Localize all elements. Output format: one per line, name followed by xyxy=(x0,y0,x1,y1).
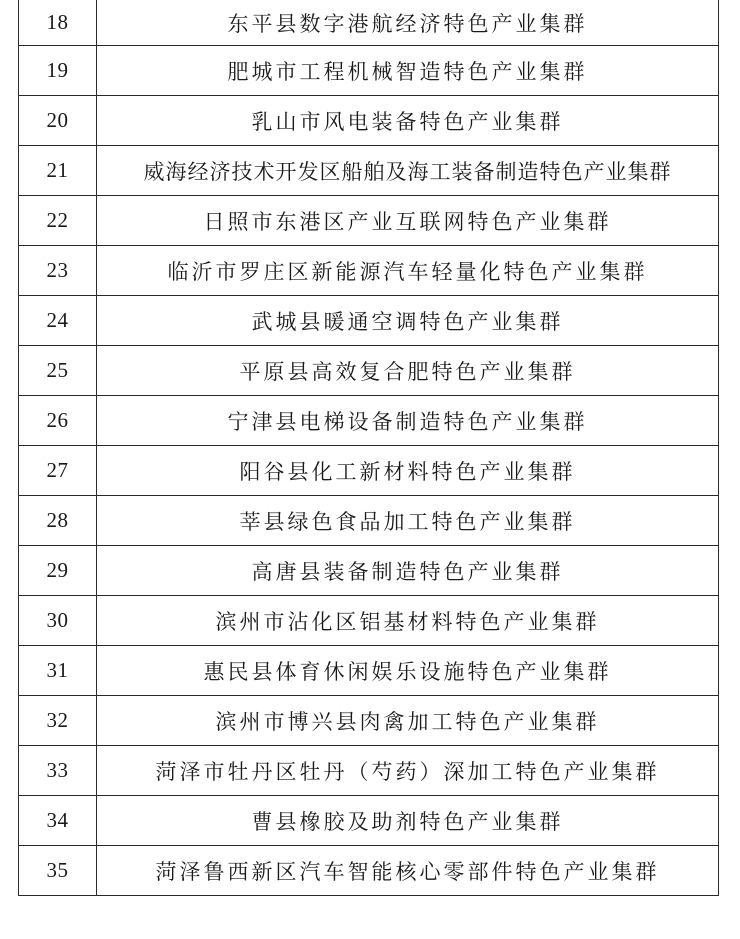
row-number: 25 xyxy=(19,346,97,396)
table-row xyxy=(19,0,719,46)
table-row xyxy=(19,196,719,246)
row-number: 32 xyxy=(19,696,97,746)
cluster-name: 肥城市工程机械智造特色产业集群 xyxy=(97,46,719,96)
table-row xyxy=(19,646,719,696)
cluster-name: 高唐县装备制造特色产业集群 xyxy=(97,546,719,596)
row-number: 18 xyxy=(19,0,97,46)
row-number: 23 xyxy=(19,246,97,296)
table-row xyxy=(19,846,719,896)
cluster-name: 菏泽市牡丹区牡丹（芍药）深加工特色产业集群 xyxy=(97,746,719,796)
table-row xyxy=(19,46,719,96)
row-number: 29 xyxy=(19,546,97,596)
cluster-name: 菏泽鲁西新区汽车智能核心零部件特色产业集群 xyxy=(97,846,719,896)
cluster-name: 乳山市风电装备特色产业集群 xyxy=(97,96,719,146)
row-number: 20 xyxy=(19,96,97,146)
table-row xyxy=(19,596,719,646)
table-row xyxy=(19,296,719,346)
table-row xyxy=(19,246,719,296)
table-row xyxy=(19,146,719,196)
row-number: 19 xyxy=(19,46,97,96)
cluster-table-container xyxy=(18,0,718,896)
table-row xyxy=(19,496,719,546)
table-row xyxy=(19,746,719,796)
table-row xyxy=(19,446,719,496)
cluster-name: 惠民县体育休闲娱乐设施特色产业集群 xyxy=(97,646,719,696)
cluster-name: 莘县绿色食品加工特色产业集群 xyxy=(97,496,719,546)
cluster-name: 宁津县电梯设备制造特色产业集群 xyxy=(97,396,719,446)
cluster-name: 平原县高效复合肥特色产业集群 xyxy=(97,346,719,396)
table-row xyxy=(19,396,719,446)
row-number: 33 xyxy=(19,746,97,796)
table-row xyxy=(19,346,719,396)
row-number: 34 xyxy=(19,796,97,846)
row-number: 24 xyxy=(19,296,97,346)
row-number: 35 xyxy=(19,846,97,896)
row-number: 22 xyxy=(19,196,97,246)
row-number: 30 xyxy=(19,596,97,646)
table-row xyxy=(19,796,719,846)
table-row xyxy=(19,546,719,596)
row-number: 31 xyxy=(19,646,97,696)
cluster-name: 阳谷县化工新材料特色产业集群 xyxy=(97,446,719,496)
table-row xyxy=(19,96,719,146)
cluster-name: 日照市东港区产业互联网特色产业集群 xyxy=(97,196,719,246)
cluster-name: 曹县橡胶及助剂特色产业集群 xyxy=(97,796,719,846)
cluster-name: 威海经济技术开发区船舶及海工装备制造特色产业集群 xyxy=(97,146,719,196)
cluster-table xyxy=(18,0,719,896)
row-number: 28 xyxy=(19,496,97,546)
cluster-name: 武城县暖通空调特色产业集群 xyxy=(97,296,719,346)
row-number: 26 xyxy=(19,396,97,446)
row-number: 21 xyxy=(19,146,97,196)
cluster-table-body xyxy=(19,0,719,896)
table-row xyxy=(19,696,719,746)
cluster-name: 东平县数字港航经济特色产业集群 xyxy=(97,0,719,46)
cluster-name: 滨州市沾化区铝基材料特色产业集群 xyxy=(97,596,719,646)
cluster-name: 临沂市罗庄区新能源汽车轻量化特色产业集群 xyxy=(97,246,719,296)
row-number: 27 xyxy=(19,446,97,496)
cluster-name: 滨州市博兴县肉禽加工特色产业集群 xyxy=(97,696,719,746)
